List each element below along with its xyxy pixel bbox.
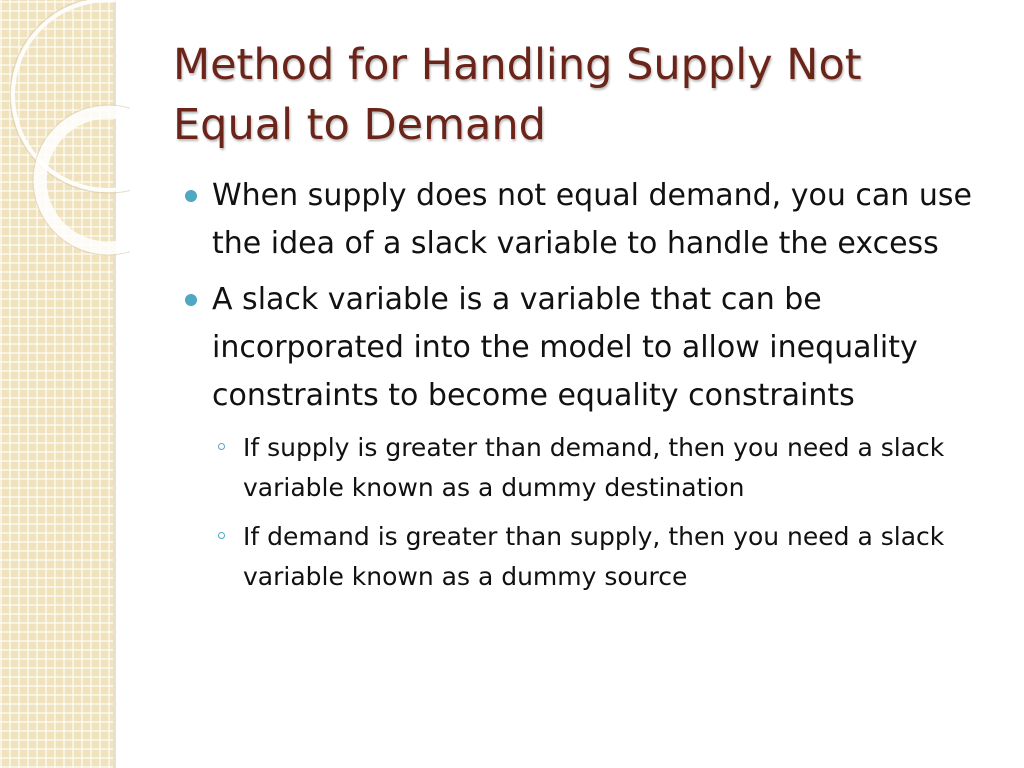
bullet-dot-icon [185,294,197,306]
slide-title: Method for Handling Supply Not Equal to Demand [173,40,862,150]
bullet-item [185,172,995,268]
sub-bullet-item [185,517,995,597]
bullet-ring-icon [218,443,225,450]
bullet-item [185,276,995,420]
sub-bullet-item [185,428,995,508]
sub-bullet-text: If supply is greater than demand, then you need a slack variable known as a dummy destination [243,433,945,502]
sub-bullet-list [185,428,995,597]
sub-bullet-text: If demand is greater than supply, then you need a slack variable known as a dummy source [243,522,945,591]
bullet-text: When supply does not equal demand, you can use the idea of a slack variable to handle the excess [212,178,972,261]
slide-content [185,172,995,606]
decorative-rings-icon [0,0,130,260]
bullet-text: A slack variable is a variable that can be incorporated into the model to allow inequality constraints to become equality constraints [212,282,918,413]
bullet-dot-icon [185,190,197,202]
bullet-ring-icon [218,532,225,539]
